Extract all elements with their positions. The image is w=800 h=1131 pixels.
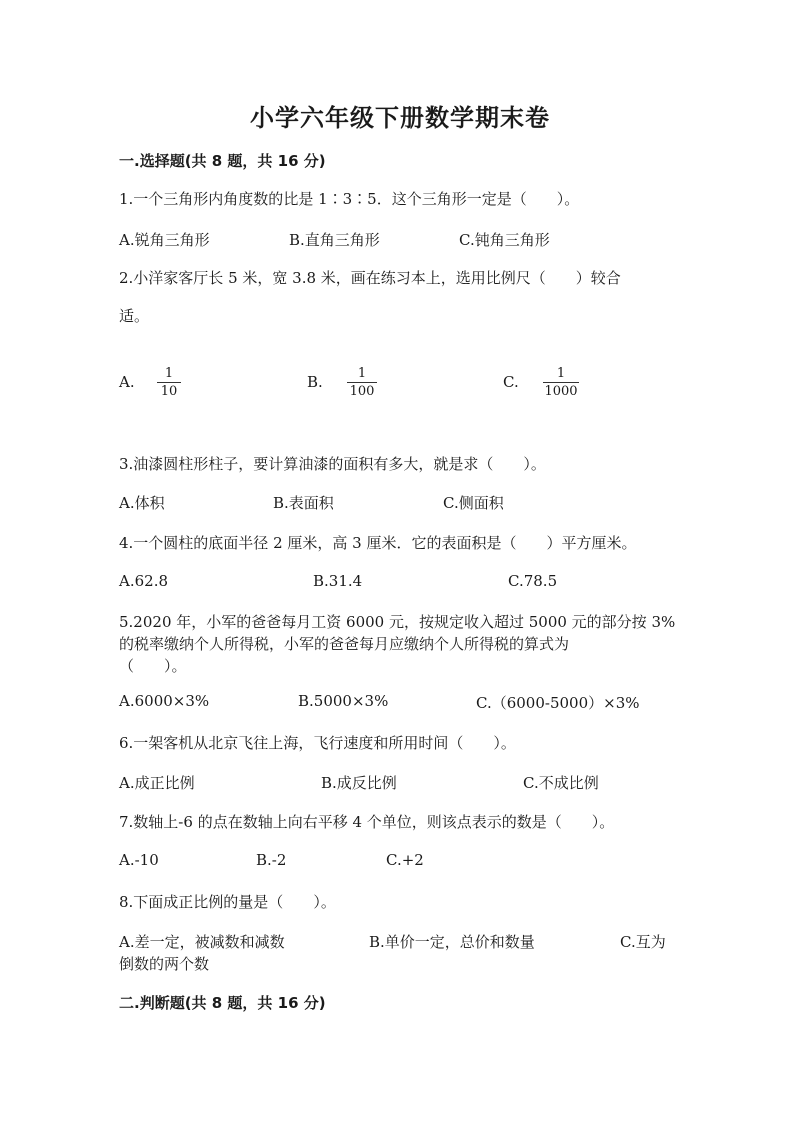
fraction-denominator: 10: [160, 384, 178, 399]
question-7-option-a: A.-10: [119, 851, 159, 869]
question-4-text: 4.一个圆柱的底面半径 2 厘米，高 3 厘米．它的表面积是（ ）平方厘米。: [119, 534, 637, 552]
question-2-option-c-label: C.: [503, 373, 519, 391]
question-5-option-c: C.（6000-5000）×3%: [476, 694, 640, 712]
question-1-text: 1.一个三角形内角度数的比是 1∶3∶5．这个三角形一定是（ ）。: [119, 190, 580, 208]
question-2-option-c-fraction: [543, 366, 579, 399]
question-6-text: 6.一架客机从北京飞往上海，飞行速度和所用时间（ ）。: [119, 734, 516, 752]
question-6-option-a: A.成正比例: [119, 774, 195, 792]
question-5-text-line-2: 的税率缴纳个人所得税，小军的爸爸每月应缴纳个人所得税的算式为: [119, 635, 570, 653]
question-8-option-a: A.差一定，被减数和减数: [119, 933, 285, 951]
question-5-option-a: A.6000×3%: [119, 692, 210, 710]
question-3-text: 3.油漆圆柱形柱子，要计算油漆的面积有多大，就是求（ ）。: [119, 455, 546, 473]
fraction-numerator: 1: [556, 366, 566, 381]
question-1-option-c: C.钝角三角形: [459, 231, 550, 249]
question-8-option-c: C.互为: [620, 933, 666, 951]
question-7-option-b: B.-2: [256, 851, 287, 869]
question-6-option-b: B.成反比例: [321, 774, 397, 792]
fraction-bar: [157, 382, 181, 383]
page-title: 小学六年级下册数学期末卷: [250, 104, 550, 132]
question-4-option-a: A.62.8: [119, 572, 168, 590]
question-3-option-a: A.体积: [119, 494, 165, 512]
question-7-option-c: C.+2: [386, 851, 424, 869]
question-2-text-line-1: 2.小洋家客厅长 5 米，宽 3.8 米，画在练习本上，选用比例尺（ ）较合: [119, 269, 621, 287]
question-2-option-a-fraction: [157, 366, 181, 399]
question-7-text: 7.数轴上-6 的点在数轴上向右平移 4 个单位，则该点表示的数是（ ）。: [119, 813, 615, 831]
fraction-numerator: 1: [357, 366, 367, 381]
question-2-option-b-label: B.: [307, 373, 323, 391]
question-3-option-b: B.表面积: [273, 494, 334, 512]
question-6-option-c: C.不成比例: [523, 774, 599, 792]
question-8-text: 8.下面成正比例的量是（ ）。: [119, 893, 336, 911]
question-1-option-a: A.锐角三角形: [119, 231, 210, 249]
question-5-text-line-1: 5.2020 年，小军的爸爸每月工资 6000 元，按规定收入超过 5000 元的部分按 3%: [119, 613, 676, 631]
question-2-option-b-fraction: [347, 366, 377, 399]
question-4-option-b: B.31.4: [313, 572, 363, 590]
question-2-option-a-label: A.: [119, 373, 135, 391]
question-5-text-line-3: （ ）。: [119, 657, 187, 675]
question-8-option-c-continued: 倒数的两个数: [119, 955, 210, 973]
fraction-denominator: 1000: [544, 384, 578, 399]
fraction-bar: [543, 382, 579, 383]
question-8-option-b: B.单价一定，总价和数量: [369, 933, 535, 951]
question-3-option-c: C.侧面积: [443, 494, 504, 512]
question-2-text-line-2: 适。: [119, 307, 150, 325]
fraction-bar: [347, 382, 377, 383]
question-5-option-b: B.5000×3%: [298, 692, 389, 710]
fraction-denominator: 100: [349, 384, 375, 399]
section-heading-judgement: 二.判断题(共 8 题，共 16 分): [119, 994, 326, 1012]
section-heading-choice: 一.选择题(共 8 题，共 16 分): [119, 152, 326, 170]
question-4-option-c: C.78.5: [508, 572, 558, 590]
question-1-option-b: B.直角三角形: [289, 231, 380, 249]
fraction-numerator: 1: [164, 366, 174, 381]
